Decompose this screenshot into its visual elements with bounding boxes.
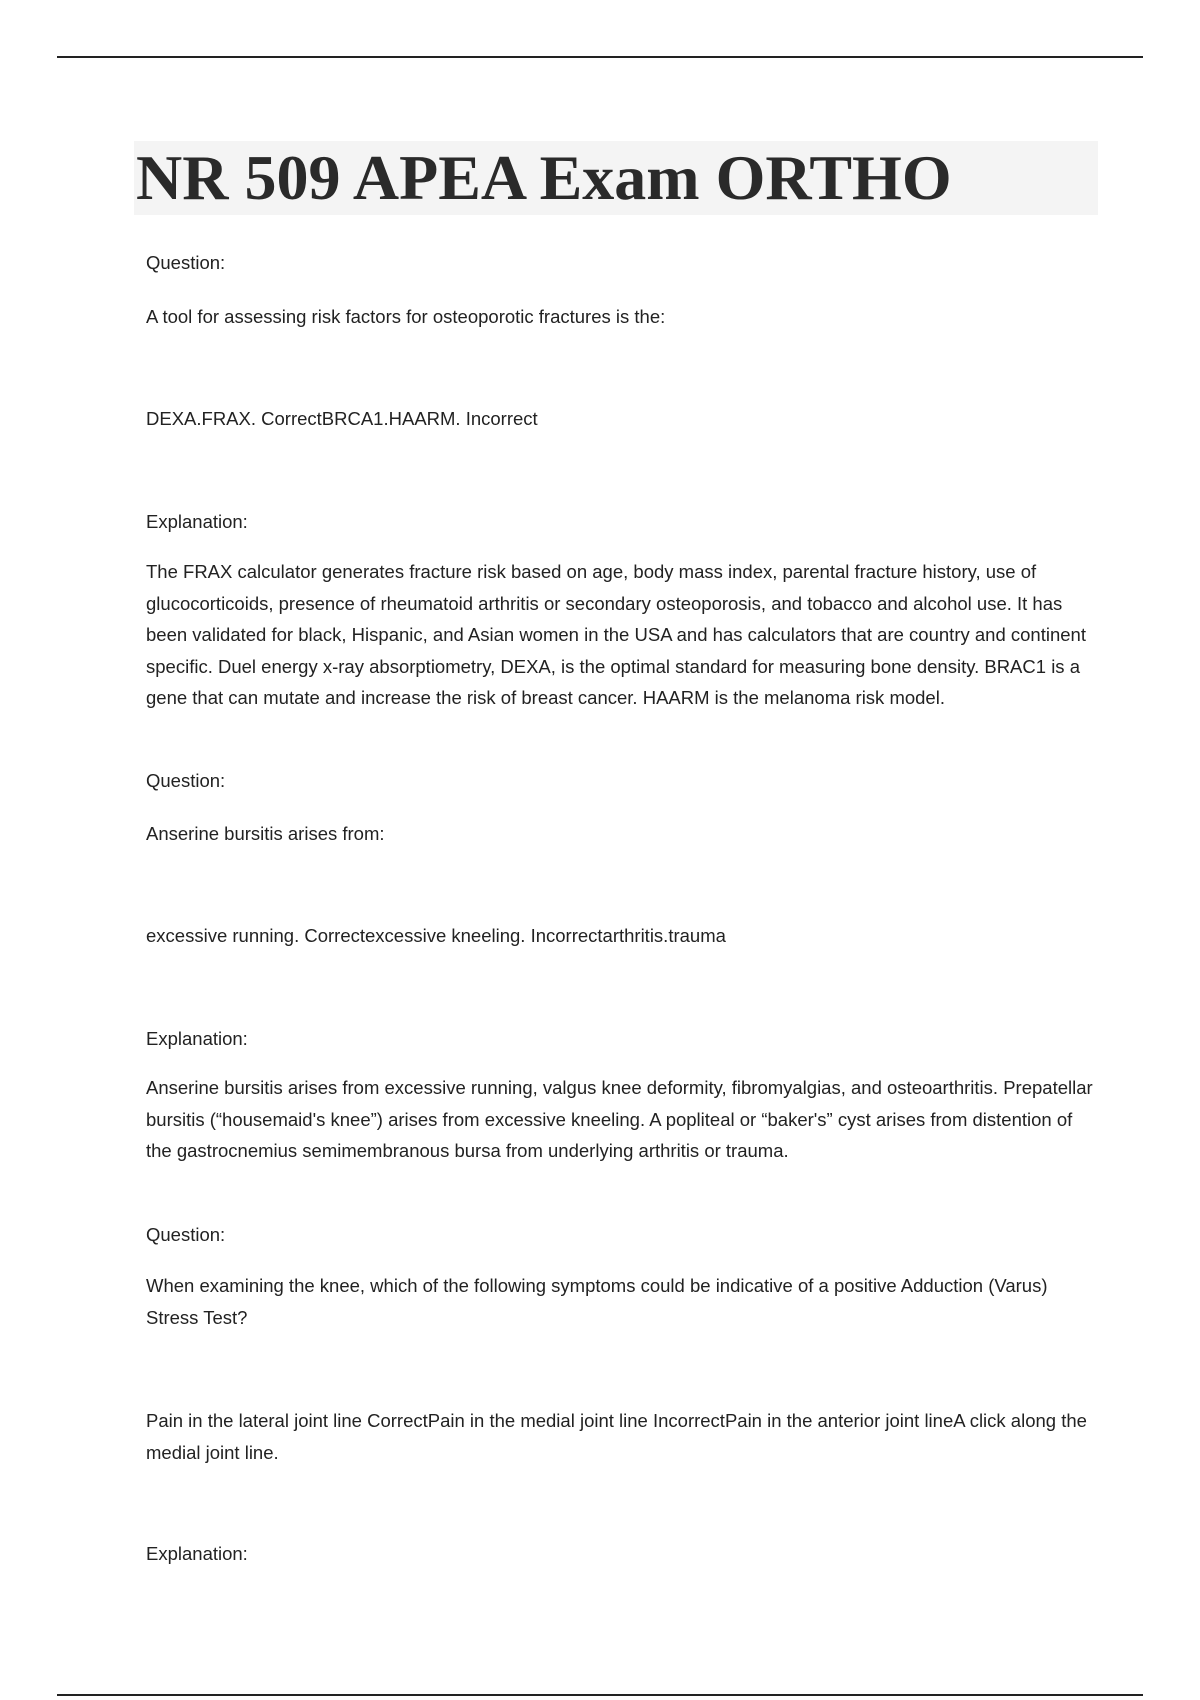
answer-options: DEXA.FRAX. CorrectBRCA1.HAARM. Incorrect (146, 408, 538, 429)
footer-rule (57, 1694, 1143, 1696)
question-text: When examining the knee, which of the following symptoms could be indicative of a positive Adduction (Varus) Stress Test? (146, 1275, 1048, 1328)
explanation-label: Explanation: (146, 1028, 248, 1049)
explanation-text: The FRAX calculator generates fracture risk based on age, body mass index, parental fracture history, use of glucocorticoids, presence of rheumatoid arthritis or secondary osteoporosis, and tobacco and alcohol use. It has been validated for black, Hispanic, and Asian women in the USA and has calculators that are country and continent specific. Duel energy x-ray absorptiometry, DEXA, is the optimal standard for measuring bone density. BRAC1 is a gene that can mutate and increase the risk of breast cancer. HAARM is the melanoma risk model. (146, 561, 1086, 708)
question-label: Question: (146, 770, 226, 791)
answer-options: excessive running. Correctexcessive kneeling. Incorrectarthritis.trauma (146, 925, 726, 946)
document-title: NR 509 APEA Exam ORTHO (136, 142, 952, 213)
question-text: A tool for assessing risk factors for osteoporotic fractures is the: (146, 306, 666, 327)
question-label: Question: (146, 252, 226, 273)
explanation-text: Anserine bursitis arises from excessive running, valgus knee deformity, fibromyalgias, and osteoarthritis. Prepatellar bursitis (“housemaid's knee”) arises from excessive kneeling. A popliteal or “baker's” cyst arises from distention of the gastrocnemius semimembranous bursa from underlying arthritis or trauma. (146, 1077, 1093, 1161)
question-label: Question: (146, 1224, 226, 1245)
explanation-label: Explanation: (146, 511, 248, 532)
header-rule (57, 56, 1143, 58)
question-text: Anserine bursitis arises from: (146, 823, 385, 844)
answer-options: Pain in the lateral joint line CorrectPain in the medial joint line IncorrectPain in the anterior joint lineA click along the medial joint line. (146, 1410, 1087, 1463)
explanation-label: Explanation: (146, 1543, 248, 1564)
